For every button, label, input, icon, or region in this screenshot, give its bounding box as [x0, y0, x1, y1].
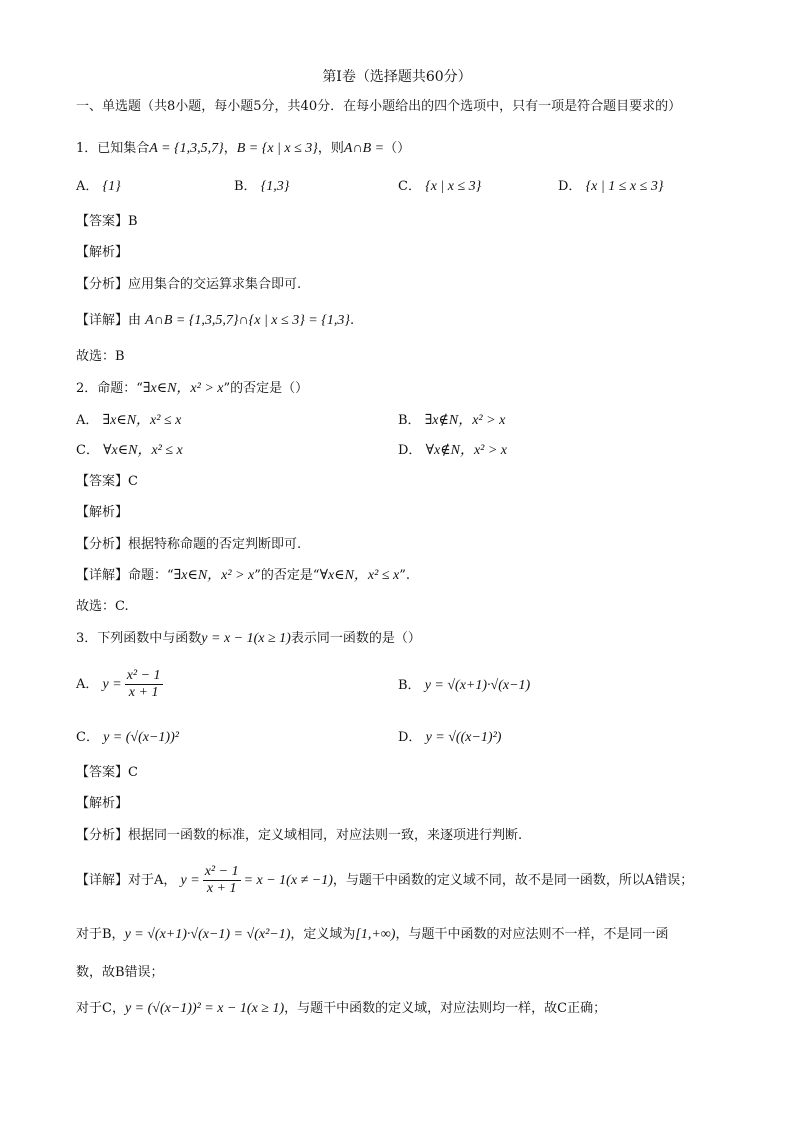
section-title: 第Ⅰ卷（选择题共60分） — [322, 69, 472, 85]
q3-xiangjie-a: 【详解】对于A， y = $\frac{\text{x² − 1}}{x + 1}$ = x − 1(x ≠ −1)，与题干中函数的定义域不同，故不是同一函数，所以A错误； — [76, 864, 694, 896]
q3-option-a: A． y = $\frac{\text{x² − 1}}{x + 1}$ — [76, 668, 161, 700]
q3-xiangjie-c: 对于C，y = (√(x−1))² = x − 1(x ≥ 1)，与题干中函数的定义域，对应法则均一样，故C正确； — [76, 1001, 607, 1016]
q3-option-c: C． y = (√(x−1))² — [76, 730, 179, 745]
q3-xiangjie-b-cont: 数，故B错误； — [76, 965, 164, 980]
q2-fenxi: 【分析】根据特称命题的否定判断即可. — [76, 537, 302, 552]
q2-answer: 【答案】C — [76, 474, 138, 489]
q3-xiangjie-b: 对于B，y = √(x+1)·√(x−1) = √(x²−1)，定义域为[1,+∞)，与题干中函数的对应法则不一样，不是同一函 — [76, 927, 669, 942]
q1-stem: 1．已知集合A = {1,3,5,7}，B = {x | x ≤ 3}，则A∩B =（） — [76, 141, 411, 156]
q3-analysis-tag: 【解析】 — [76, 796, 129, 811]
q1-analysis-tag: 【解析】 — [76, 245, 129, 260]
q2-option-b: B． ∃x∉N，x² > x — [398, 413, 506, 428]
section-header: 一、单选题（共8小题，每小题5分，共40分．在每小题给出的四个选项中，只有一项是符合题目要求的） — [76, 99, 682, 114]
q2-option-c: C． ∀x∈N，x² ≤ x — [76, 443, 183, 458]
q3-fenxi: 【分析】根据同一函数的标准，定义域相同，对应法则一致，来逐项进行判断. — [76, 828, 523, 843]
q1-conclusion: 故选：B — [76, 349, 125, 364]
q3-stem: 3．下列函数中与函数y = x − 1(x ≥ 1)表示同一函数的是（） — [76, 631, 421, 646]
q1-answer: 【答案】B — [76, 214, 138, 229]
q2-option-d: D． ∀x∉N，x² > x — [398, 443, 508, 458]
q3-answer: 【答案】C — [76, 765, 138, 780]
q2-conclusion: 故选：C. — [76, 599, 129, 614]
q3-option-b: B． y = √(x+1)·√(x−1) — [398, 678, 531, 693]
q2-stem: 2．命题：“∃x∈N，x² > x”的否定是（） — [76, 381, 309, 396]
q1-option-a: A． {1} — [76, 179, 121, 194]
q2-xiangjie: 【详解】命题：“∃x∈N，x² > x”的否定是“∀x∈N，x² ≤ x”. — [76, 568, 411, 583]
q2-option-a: A． ∃x∈N，x² ≤ x — [76, 413, 182, 428]
q1-fenxi: 【分析】应用集合的交运算求集合即可. — [76, 277, 302, 292]
q2-analysis-tag: 【解析】 — [76, 505, 129, 520]
q1-option-c: C． {x | x ≤ 3} — [398, 179, 482, 194]
q1-xiangjie: 【详解】由 A∩B = {1,3,5,7}∩{x | x ≤ 3} = {1,3}. — [76, 313, 355, 328]
q3-option-d: D． y = √((x−1)²) — [398, 730, 502, 745]
q1-option-d: D． {x | 1 ≤ x ≤ 3} — [558, 179, 664, 194]
q1-option-b: B． {1,3} — [234, 179, 290, 194]
